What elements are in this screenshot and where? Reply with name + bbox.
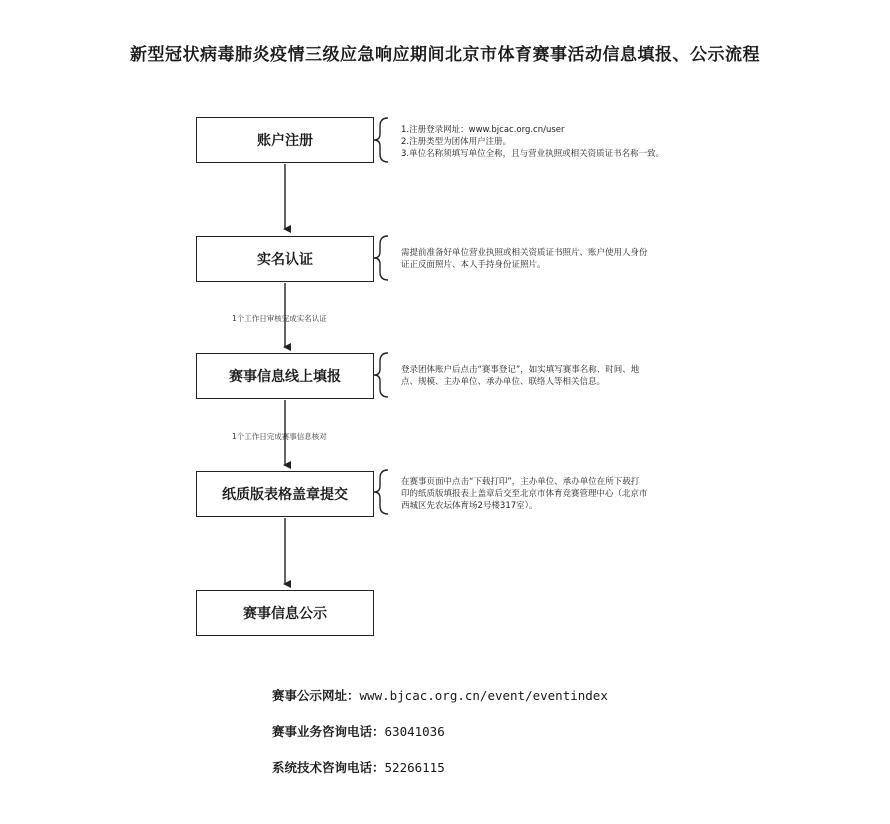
footer-business-phone bbox=[272, 722, 445, 740]
note-real-name-auth bbox=[401, 247, 711, 271]
footer-website-label: 赛事公示网址： bbox=[272, 688, 360, 703]
brace-2 bbox=[374, 236, 388, 280]
note-line: 1.注册登录网址：www.bjcac.org.cn/user bbox=[401, 125, 565, 135]
step-account-registration: 账户注册 bbox=[196, 117, 374, 163]
note-online-submission bbox=[401, 364, 711, 388]
footer-tech-value: 52266115 bbox=[384, 760, 445, 775]
step-info-publication: 赛事信息公示 bbox=[196, 590, 374, 636]
edge-label-auth-review: 1个工作日审核完成实名认证 bbox=[232, 314, 327, 323]
note-account-registration bbox=[401, 124, 711, 160]
brace-3 bbox=[374, 353, 388, 397]
brace-4 bbox=[374, 470, 388, 514]
step-paper-form-submission: 纸质版表格盖章提交 bbox=[196, 471, 374, 517]
footer-website-link[interactable]: www.bjcac.org.cn/event/eventindex bbox=[359, 688, 608, 703]
note-line: 需提前准备好单位营业执照或相关资质证书照片、账户使用人身份 bbox=[401, 248, 648, 258]
step-real-name-auth: 实名认证 bbox=[196, 236, 374, 282]
note-line: 登录团体账户后点击“赛事登记”，如实填写赛事名称、时间、地 bbox=[401, 365, 640, 375]
note-line: 西城区先农坛体育场2号楼317室）。 bbox=[401, 501, 538, 511]
note-line: 证正反面照片、本人手持身份证照片。 bbox=[401, 260, 546, 270]
step-online-submission: 赛事信息线上填报 bbox=[196, 353, 374, 399]
footer-tech-phone bbox=[272, 758, 445, 776]
page-title: 新型冠状病毒肺炎疫情三级应急响应期间北京市体育赛事活动信息填报、公示流程 bbox=[130, 45, 760, 65]
footer-website bbox=[272, 686, 608, 704]
footer-business-value: 63041036 bbox=[384, 724, 445, 739]
note-line: 在赛事页面中点击“下载打印”，主办单位、承办单位在所下载打 bbox=[401, 477, 640, 487]
note-line: 3.单位名称须填写单位全称，且与营业执照或相关资质证书名称一致。 bbox=[401, 149, 665, 159]
note-line: 点、规模、主办单位、承办单位、联络人等相关信息。 bbox=[401, 377, 606, 387]
brace-1 bbox=[374, 118, 388, 162]
note-line: 2.注册类型为团体用户注册。 bbox=[401, 137, 512, 147]
footer-business-label: 赛事业务咨询电话： bbox=[272, 724, 385, 739]
note-paper-form-submission bbox=[401, 476, 711, 512]
footer-tech-label: 系统技术咨询电话： bbox=[272, 760, 385, 775]
edge-label-info-check: 1个工作日完成赛事信息核对 bbox=[232, 432, 327, 441]
note-line: 印的纸质版填报表上盖章后交至北京市体育竞赛管理中心（北京市 bbox=[401, 489, 648, 499]
